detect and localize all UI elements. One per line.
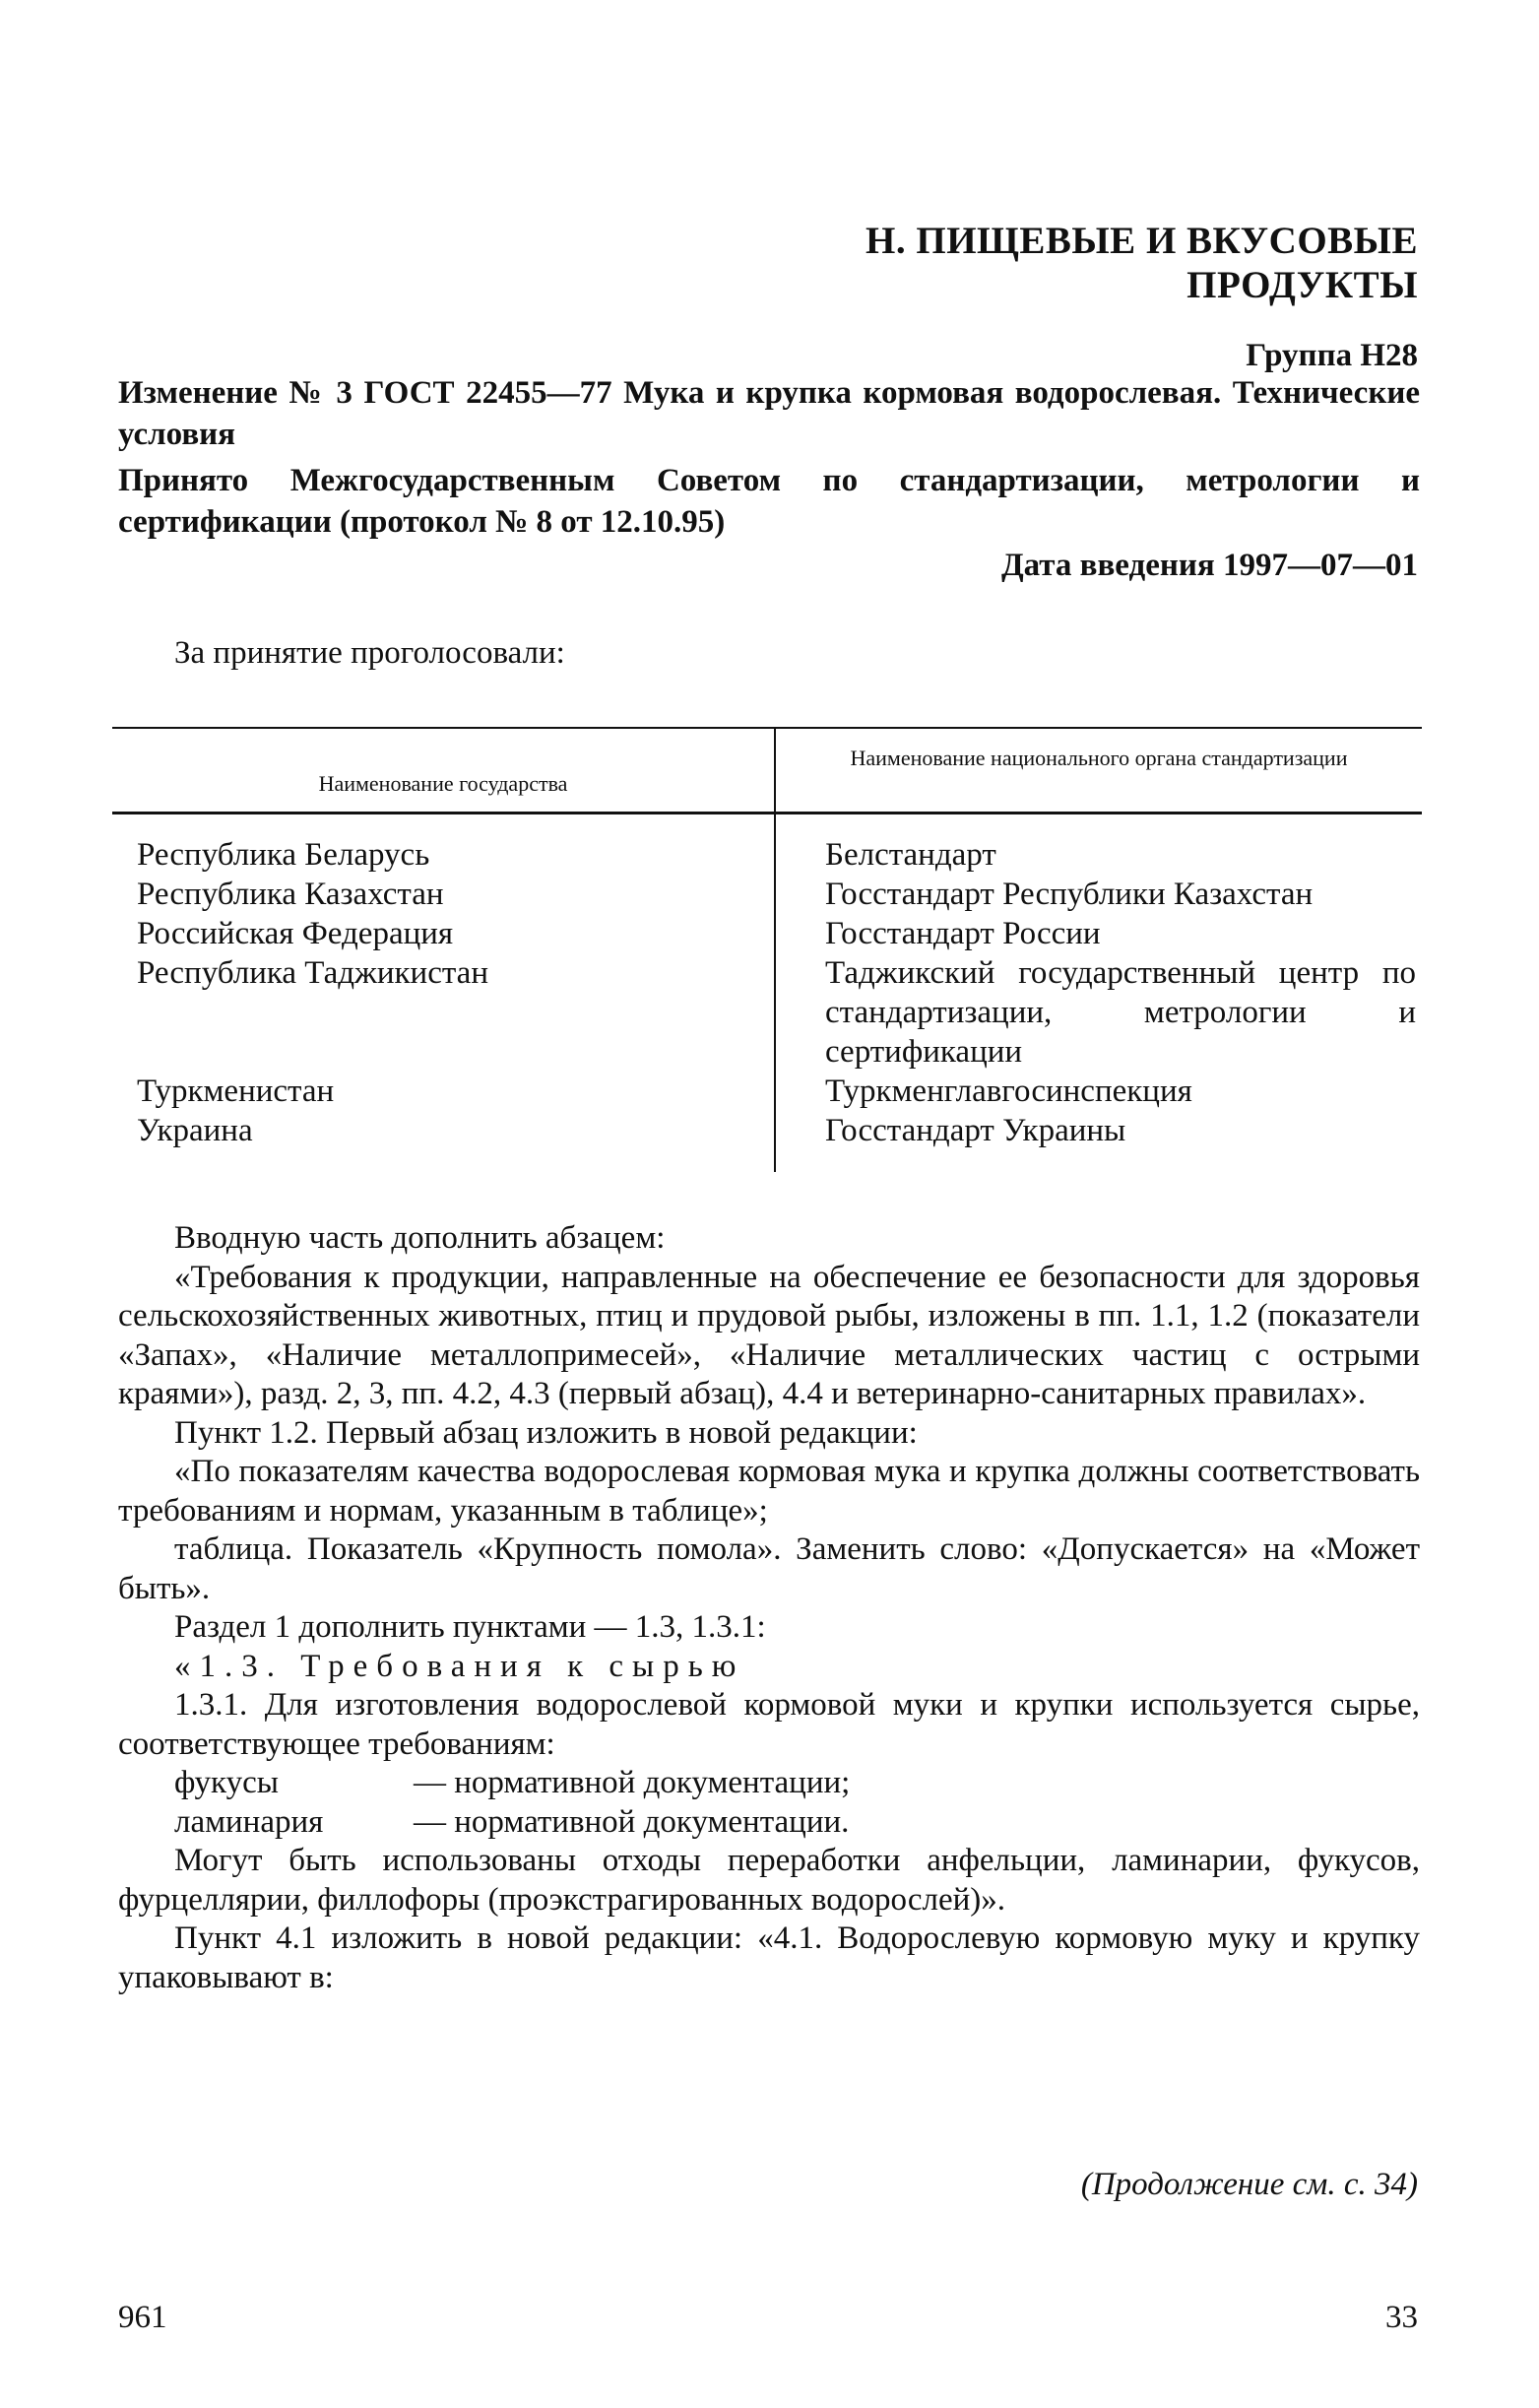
list-description: — нормативной документации. [414,1803,850,1840]
section-title: Н. ПИЩЕВЫЕ И ВКУСОВЫЕ ПРОДУКТЫ [866,220,1418,306]
paragraph: Вводную часть дополнить абзацем: [174,1220,666,1256]
adopted-note: Принято Межгосударственным Советом по стандартизации, метрологии и сертификации (протокол № 8 от 12.10.95) [118,463,1420,540]
paragraph: Пункт 1.2. Первый абзац изложить в новой редакции: [174,1414,918,1451]
table-top-rule [112,727,1422,729]
list-term: фукусы [174,1765,279,1800]
paragraph: Раздел 1 дополнить пунктами — 1.3, 1.3.1: [174,1609,766,1645]
voting-table [112,727,1422,1172]
list-item [118,1803,1420,1843]
table-header-rule [112,812,1422,814]
table-cell-state: Республика Беларусь [137,837,430,873]
table-cell-state: Республика Таджикистан [137,955,488,991]
continuation-note: (Продолжение см. с. 34) [1080,2167,1418,2202]
standards-body-column [825,835,1416,1150]
amendment-text [118,1219,1420,1997]
paragraph: «Требования к продукции, направленные на обеспечение ее безопасности для здоровья сельскохозяйственных животных, птиц и прудовой рыбы, изложены в пп. 1.1, 1.2 (показатели «Запах», «Наличие металлопримесей», «Наличие металлических частиц с острыми краями»), разд. 2, 3, пп. 4.2, 4.3 (первый абзац), 4.4 и ветеринарно-санитарных правилах». [118,1259,1420,1411]
list-item [118,1764,1420,1803]
table-header-state: Наименование государства [318,771,568,796]
voted-label: За принятие проголосовали: [174,635,565,671]
requirements-list [118,1764,1420,1842]
paragraph: Пункт 4.1 изложить в новой редакции: «4.1. Водорослевую кормовую муку и крупку упаковывают в: [118,1920,1420,1995]
table-column-divider [774,727,776,1172]
table-cell-body: Госстандарт Украины [825,1113,1126,1148]
table-cell-state: Республика Казахстан [137,877,444,912]
table-cell-state: Российская Федерация [137,916,454,951]
group-code: Группа Н28 [1246,338,1418,373]
state-column [137,835,767,1150]
footer-code: 961 [118,2300,167,2335]
list-description: — нормативной документации; [414,1765,851,1800]
table-header-body: Наименование национального органа стандартизации [850,746,1348,770]
paragraph: таблица. Показатель «Крупность помола». Заменить слово: «Допускается» на «Может быть». [118,1531,1420,1606]
paragraph: 1.3.1. Для изготовления водорослевой кормовой муки и крупки используется сырье, соответствующее требованиям: [118,1687,1420,1762]
table-cell-body: Таджикский государственный центр по стандартизации, метрологии и сертификации [825,955,1416,1070]
table-cell-body: Госстандарт России [825,916,1101,951]
change-title: Изменение № 3 ГОСТ 22455—77 Мука и крупка кормовая водорослевая. Технические условия [118,375,1420,452]
page-number: 33 [1385,2300,1418,2335]
list-term: ламинария [174,1803,324,1840]
table-cell-body: Туркменглавгосинспекция [825,1074,1192,1109]
paragraph: Могут быть использованы отходы переработки анфельции, ламинарии, фукусов, фурцеллярии, филлофоры (проэкстрагированных водорослей)». [118,1843,1420,1918]
table-cell-state: Украина [137,1113,253,1148]
subsection-heading: «1.3. Требования к сырью [174,1648,745,1684]
table-cell-state: Туркменистан [137,1074,335,1109]
paragraph: «По показателям качества водорослевая кормовая мука и крупка должны соответствовать требованиям и нормам, указанным в таблице»; [118,1454,1420,1529]
table-cell-body: Белстандарт [825,837,996,873]
table-cell-body: Госстандарт Республики Казахстан [825,877,1314,912]
intro-date: Дата введения 1997—07—01 [1000,548,1418,583]
